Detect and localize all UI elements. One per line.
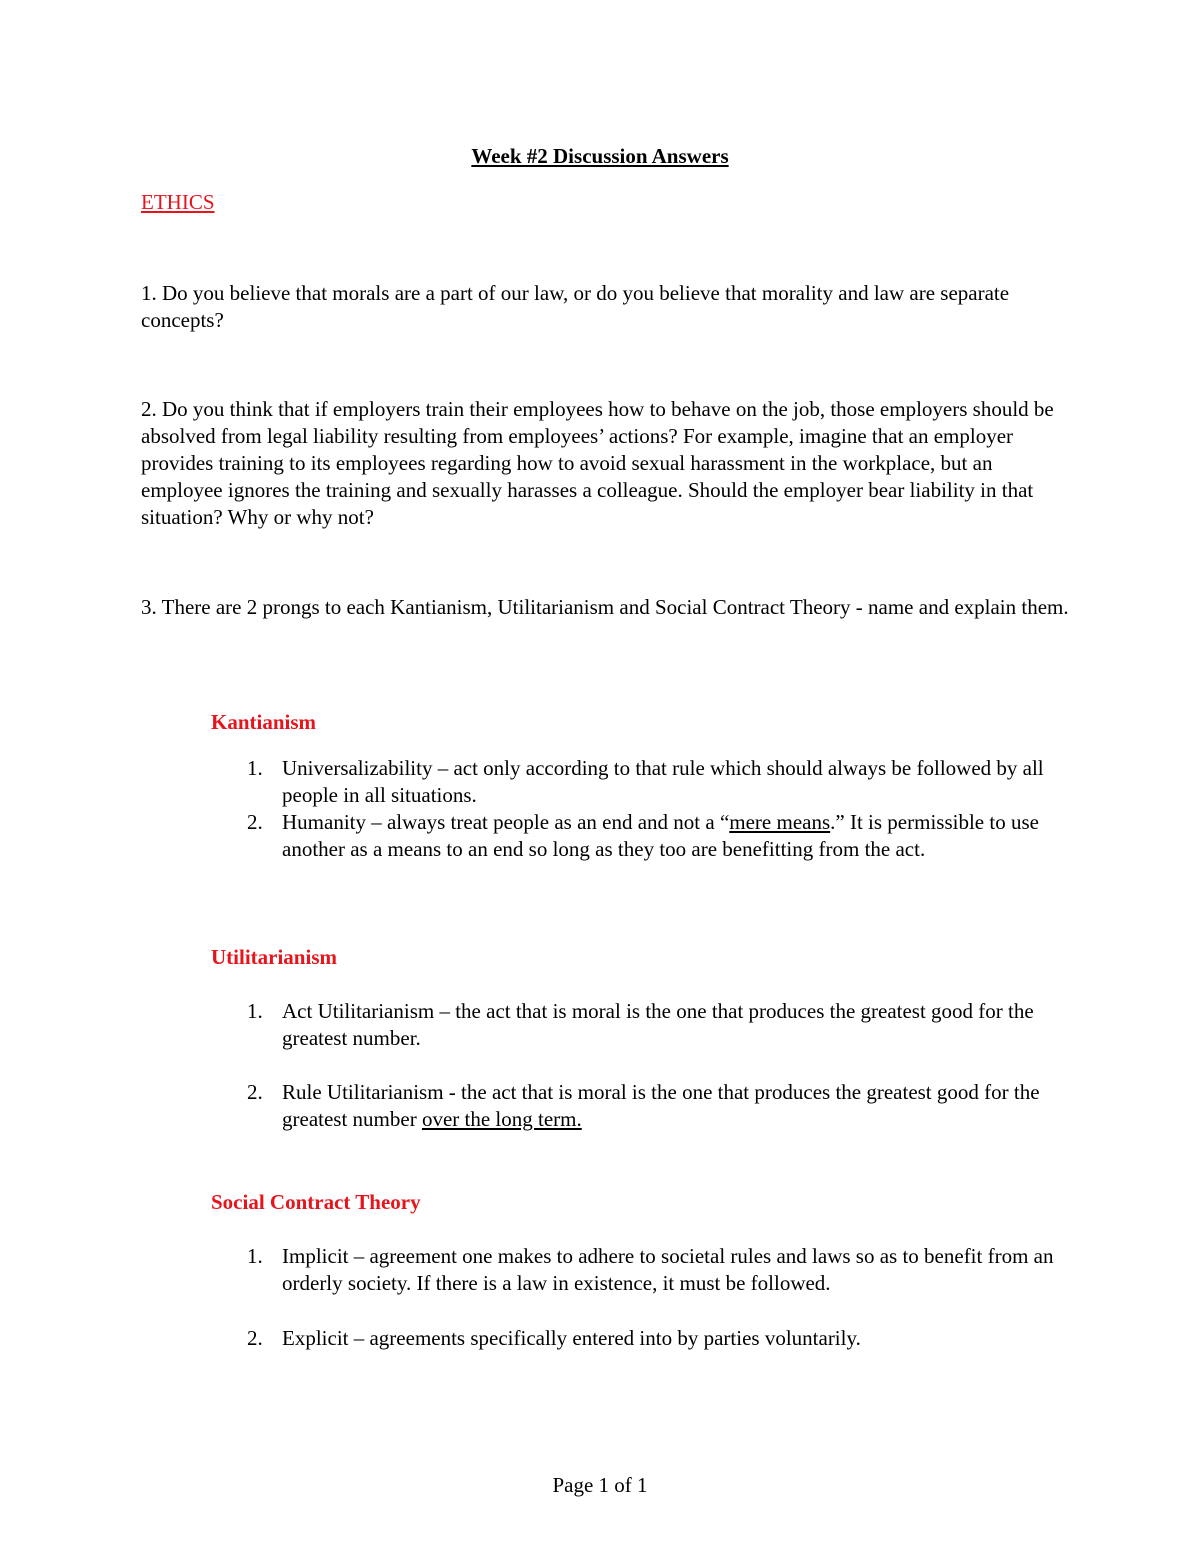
document-title: Week #2 Discussion Answers	[471, 144, 729, 168]
list-number: 1.	[247, 756, 263, 780]
list-text: Act Utilitarianism – the act that is moral is the one that produces the greatest good for the greatest number.	[282, 999, 1034, 1050]
underlined-phrase: mere means	[729, 810, 831, 834]
question-1: 1. Do you believe that morals are a part of our law, or do you believe that morality and law are separate concepts?	[141, 281, 1010, 332]
page-footer: Page 1 of 1	[552, 1473, 648, 1497]
list-text: Implicit – agreement one makes to adhere to societal rules and laws so as to benefit from an orderly society. If there is a law in existence, it must be followed.	[282, 1244, 1054, 1295]
heading-kantianism: Kantianism	[211, 710, 317, 734]
list-number: 2.	[247, 1080, 263, 1104]
question-3: 3. There are 2 prongs to each Kantianism, Utilitarianism and Social Contract Theory - name and explain them.	[141, 595, 1069, 619]
section-heading-ethics: ETHICS	[141, 190, 215, 214]
list-number: 2.	[247, 810, 263, 834]
heading-utilitarianism: Utilitarianism	[211, 945, 337, 969]
list-text: Universalizability – act only according to that rule which should always be followed by all people in all situations.	[282, 756, 1044, 807]
list-text-after: .” It is permissible to use another as a means to an end so long as they too are benefitting from the act.	[282, 810, 1039, 861]
list-number: 2.	[247, 1326, 263, 1350]
question-2: 2. Do you think that if employers train their employees how to behave on the job, those employers should be absolved from legal liability resulting from employees’ actions? For example, imagine that an employer provides training to its employees regarding how to avoid sexual harassment in the workplace, but an employee ignores the training and sexually harasses a colleague. Should the employer bear liability in that situation? Why or why not?	[141, 397, 1054, 529]
list-text-before: Rule Utilitarianism - the act that is moral is the one that produces the greatest good for the greatest number	[282, 1080, 1040, 1131]
list-number: 1.	[247, 1244, 263, 1268]
list-number: 1.	[247, 999, 263, 1023]
list-text-before: Humanity – always treat people as an end and not a “	[282, 810, 730, 834]
list-text	[282, 1079, 1072, 1133]
list-text	[282, 809, 1072, 863]
heading-social-contract-theory: Social Contract Theory	[211, 1190, 421, 1214]
underlined-phrase: over the long term.	[421, 1107, 582, 1131]
list-text: Explicit – agreements specifically entered into by parties voluntarily.	[282, 1326, 861, 1350]
